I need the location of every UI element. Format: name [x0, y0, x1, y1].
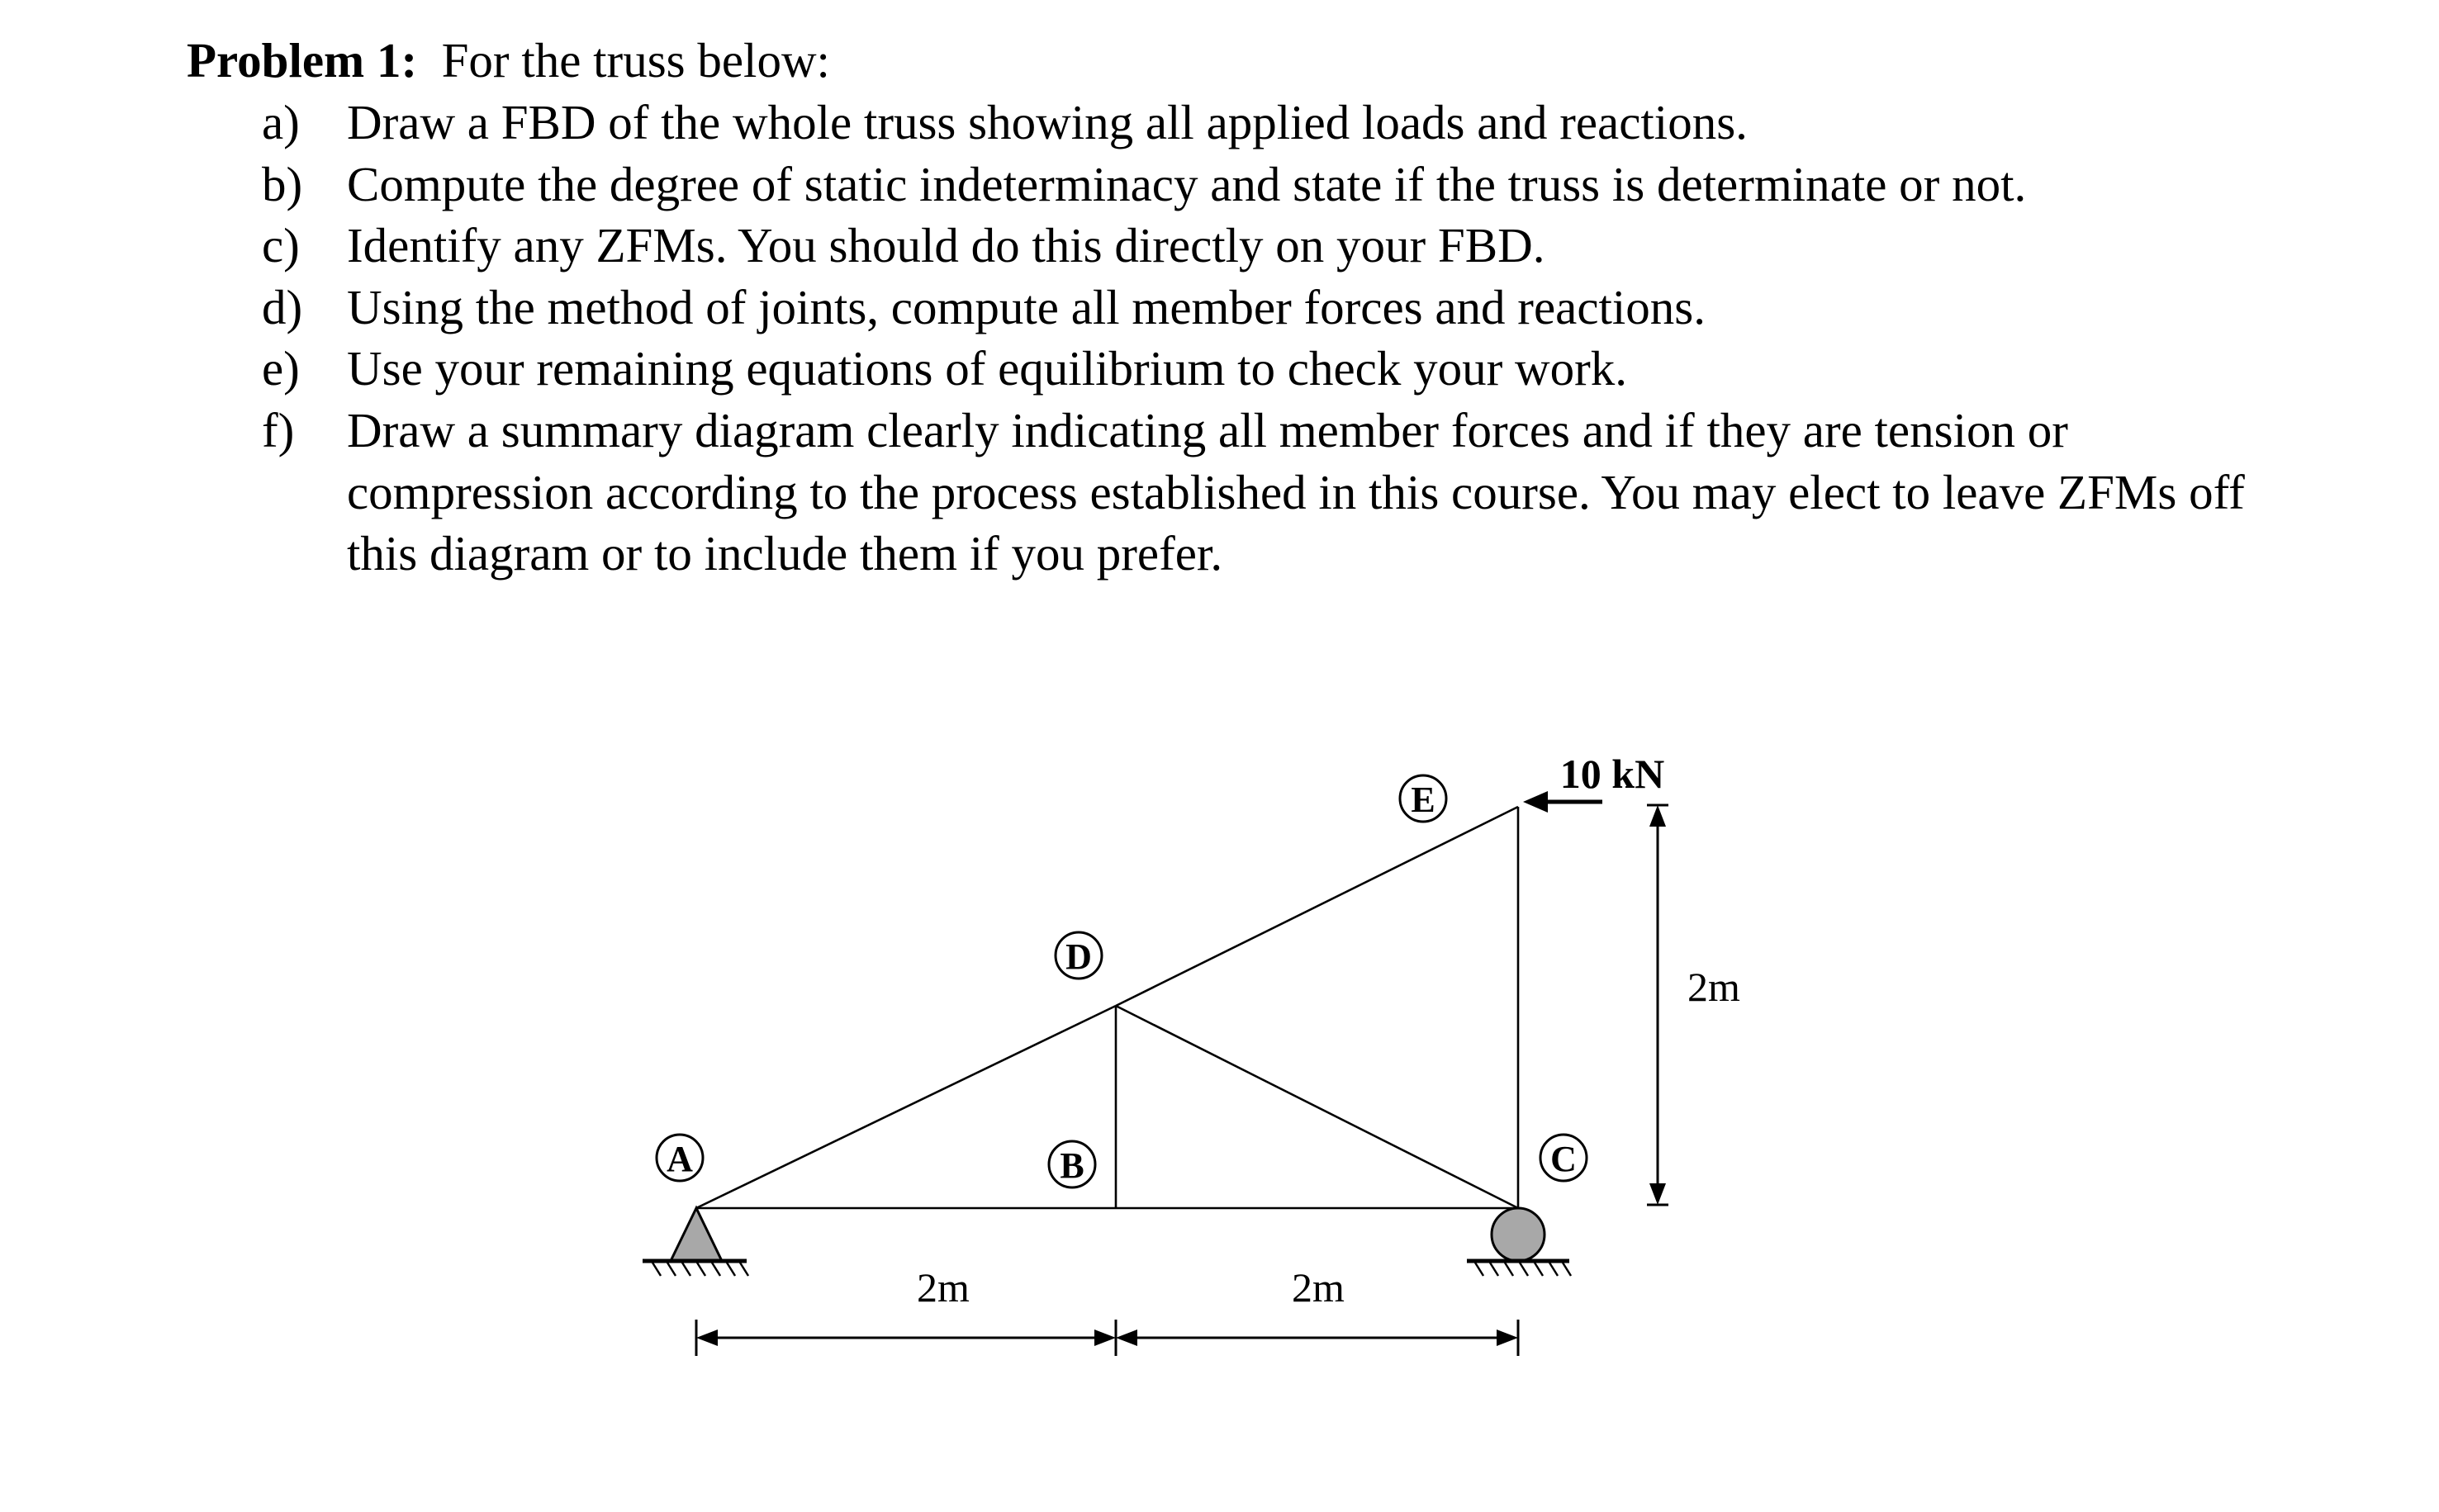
height-dimension-label: 2m [1687, 964, 1740, 1010]
item-label: c) [262, 218, 300, 273]
roller-support-c [1467, 1208, 1571, 1276]
pin-support-a [643, 1208, 748, 1276]
span-dimension-right [1116, 1320, 1518, 1356]
item-label: f) [262, 402, 295, 457]
item-label: d) [262, 279, 303, 334]
node-label-b [1049, 1141, 1095, 1187]
item-text: Using the method of joints, compute all member forces and reactions. [347, 279, 1706, 334]
svg-text:D: D [1065, 936, 1092, 977]
svg-text:B: B [1060, 1145, 1084, 1186]
height-dimension [1647, 805, 1668, 1205]
member-de [1116, 807, 1518, 1006]
item-label: e) [262, 341, 300, 396]
item-text: Use your remaining equations of equilibrium to check your work. [347, 341, 1628, 396]
svg-text:A: A [667, 1139, 693, 1179]
item-text: Draw a summary diagram clearly indicating all member forces and if they are tension or compression according to the process established in this course. You may elect to leave ZFMs off this diagram or to include them if you prefer. [347, 402, 2245, 581]
node-label-a [657, 1135, 703, 1181]
node-label-d [1056, 932, 1102, 979]
problem-intro: For the truss below: [441, 33, 830, 88]
span-right-label: 2m [1292, 1264, 1345, 1311]
item-label: b) [262, 156, 303, 211]
node-label-e [1400, 775, 1446, 822]
item-label: a) [262, 95, 300, 149]
span-left-label: 2m [917, 1264, 970, 1311]
load-label: 10 kN [1559, 751, 1665, 797]
span-dimension-left [696, 1320, 1116, 1356]
item-text: Identify any ZFMs. You should do this directly on your FBD. [347, 218, 1545, 273]
item-text: Compute the degree of static indeterminacy and state if the truss is determinate or not. [347, 156, 2027, 211]
item-text: Draw a FBD of the whole truss showing all applied loads and reactions. [347, 95, 1748, 149]
svg-text:E: E [1411, 780, 1435, 820]
svg-text:C: C [1550, 1139, 1577, 1179]
node-label-c [1540, 1135, 1587, 1181]
member-dc [1116, 1006, 1518, 1208]
problem-number: Problem 1: [187, 33, 418, 88]
